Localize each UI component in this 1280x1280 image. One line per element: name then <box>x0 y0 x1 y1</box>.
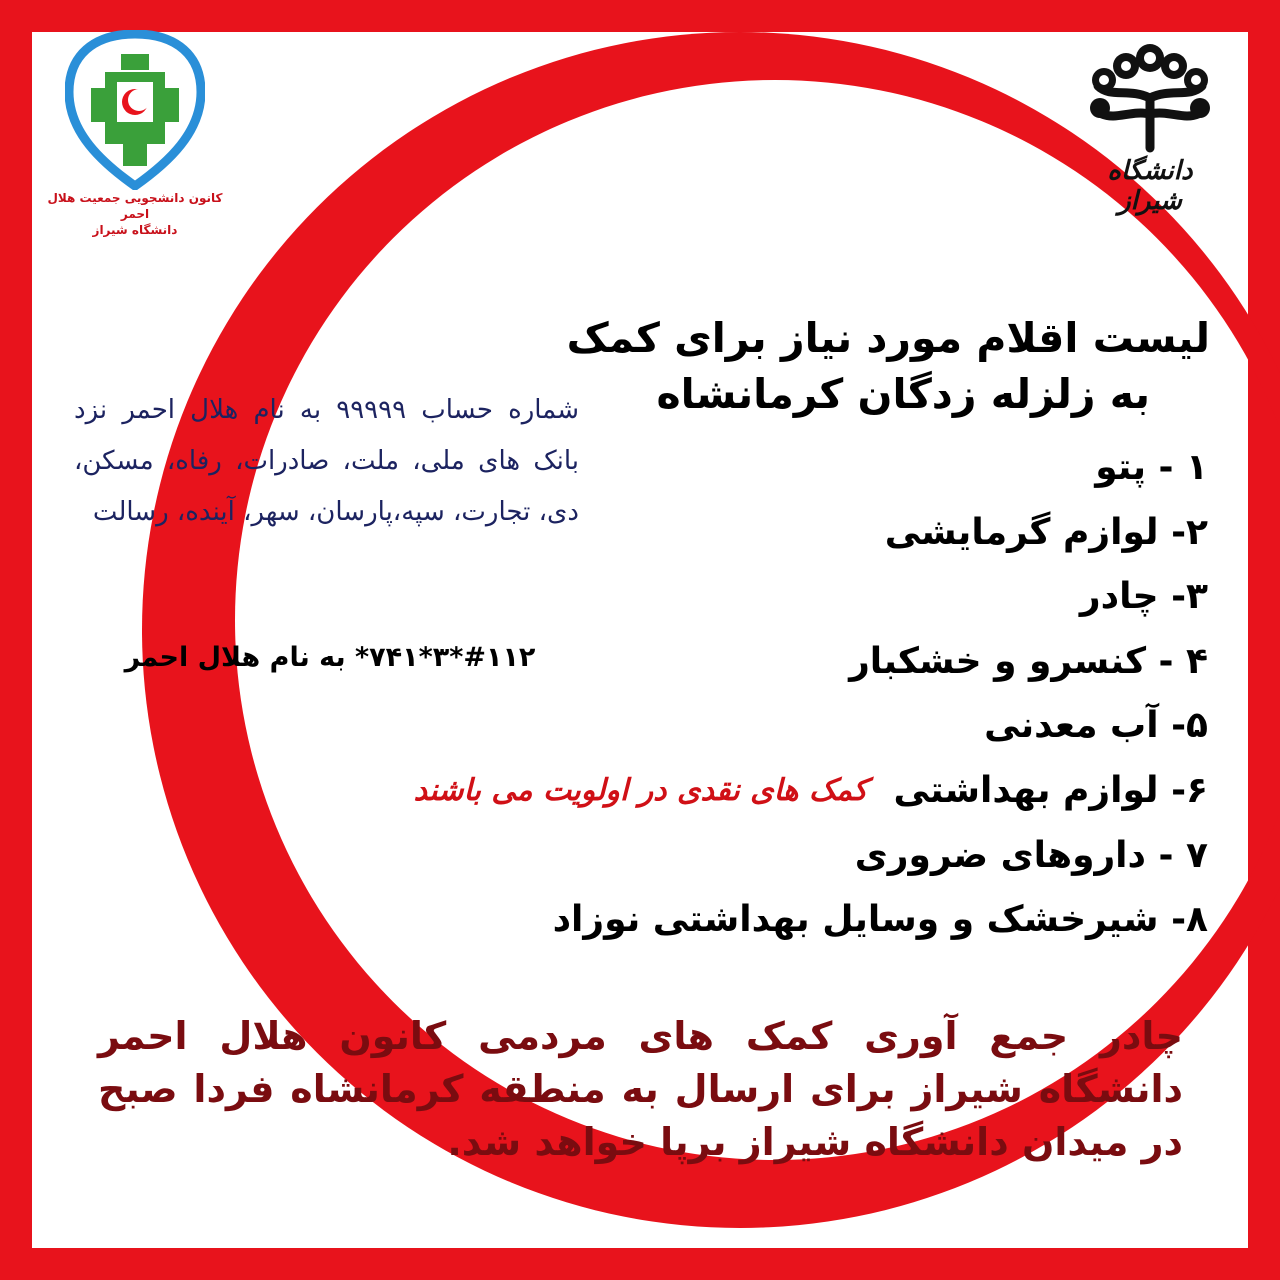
collection-tent-notice: چادر جمع آوری کمک های مردمی کانون هلال احمر دانشگاه شیراز برای ارسال به منطقه کرمانشاه فردا صبح در میدان دانشگاه شیراز برپا خواهد شد. <box>98 1014 1183 1164</box>
list-item: ۵- آب معدنی <box>984 705 1208 746</box>
list-item: ۳- چادر <box>1079 576 1208 617</box>
bank-account-info: شماره حساب ۹۹۹۹۹ به نام هلال احمر نزد بانک های ملی، ملت، صادرات، رفاه، مسکن، دی، تجارت، سپه،پارسان، سهر، آینده، رسالت <box>74 395 579 527</box>
cash-priority-note: کمک های نقدی در اولویت می باشند <box>413 773 868 809</box>
shiraz-university-emblem-icon <box>1080 38 1220 156</box>
logo-caption-line2: دانشگاه شیراز <box>92 223 178 237</box>
logo-caption-line1: کانون دانشجویی جمعیت هلال احمر <box>47 191 223 221</box>
list-item: ۸- شیرخشک و وسایل بهداشتی نوزاد <box>552 899 1208 941</box>
shiraz-university-logo <box>1080 38 1230 216</box>
shiraz-university-logo-text: دانشگاه شیراز <box>1107 156 1193 216</box>
list-item: ۷ - داروهای ضروری <box>854 834 1208 876</box>
title-line1: لیست اقلام مورد نیاز برای کمک <box>566 314 1210 362</box>
red-crescent-society-logo <box>40 30 230 240</box>
ussd-donation-code: #۱۱۲*۳*۷۴۱* به نام هلال احمر <box>124 642 536 673</box>
title-line2: به زلزله زدگان کرمانشاه <box>656 370 1150 418</box>
red-crescent-society-emblem-icon <box>65 30 205 190</box>
list-item: ۴ - کنسرو و خشکبار <box>849 640 1208 682</box>
list-item: ۶- لوازم بهداشتی <box>893 769 1208 811</box>
list-item: ۲- لوازم گرمایشی <box>884 511 1208 553</box>
list-item-with-note <box>408 759 1208 824</box>
list-item: ۱ - پتو <box>1095 447 1208 488</box>
